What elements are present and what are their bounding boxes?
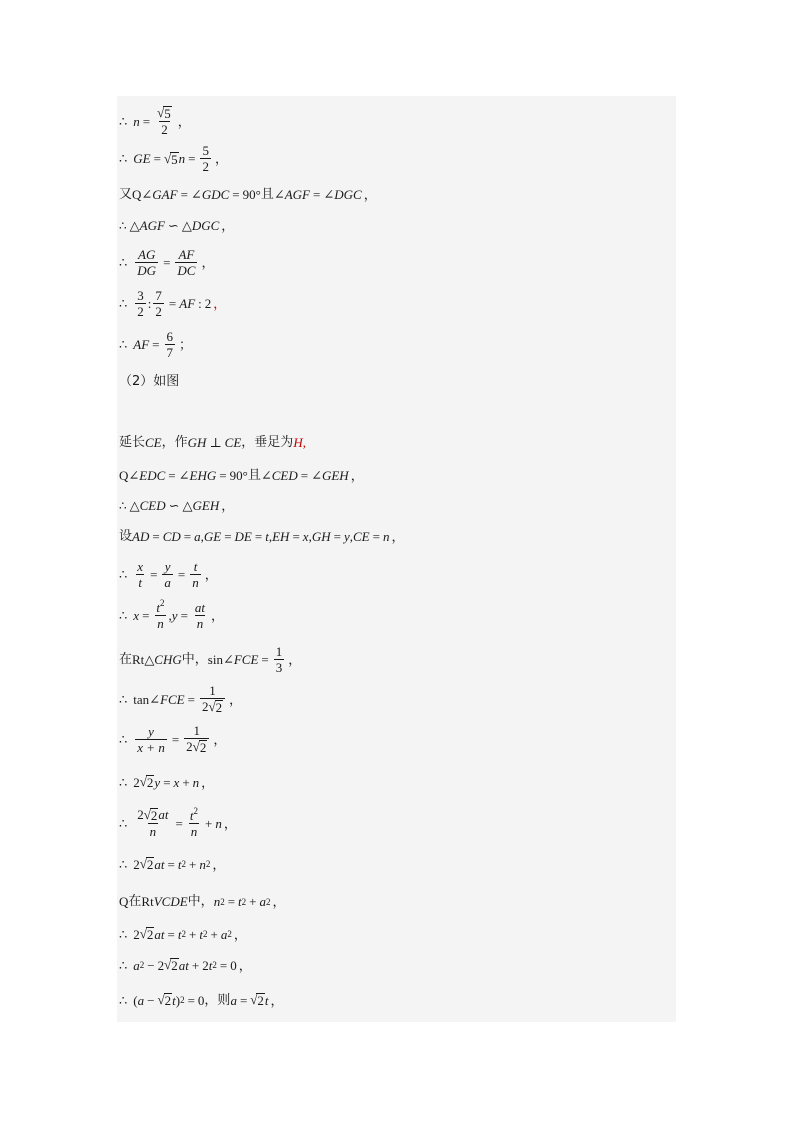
denominator: x + n	[137, 739, 165, 755]
equals: =	[261, 652, 269, 667]
denominator: n	[192, 575, 199, 590]
comma: ，	[288, 652, 302, 667]
numerator: 1	[275, 644, 283, 659]
text-you: 又	[119, 187, 133, 202]
triangle-GEH: △GEH	[182, 498, 220, 513]
radicand: 2	[199, 740, 207, 755]
therefore-symbol: ∴	[119, 992, 128, 1008]
var-CE: CE	[145, 435, 162, 450]
var-GE: GE	[203, 529, 222, 544]
text-she: 设	[119, 529, 133, 544]
var-CE: CE	[224, 435, 242, 450]
equals: =	[153, 151, 161, 166]
triangle-AGF: △AGF	[129, 218, 165, 233]
therefore-symbol: ∴	[119, 113, 128, 129]
var-at: at	[154, 856, 165, 872]
text-qie: 且	[260, 187, 274, 202]
numerator: at	[194, 600, 206, 615]
plus: +	[191, 957, 200, 973]
line-6	[119, 289, 226, 318]
coefficient: 2	[133, 856, 140, 872]
comma: ，	[214, 151, 228, 166]
numerator: 6	[166, 329, 174, 344]
plus: +	[205, 815, 213, 831]
ninety-degrees: 90°	[229, 468, 248, 483]
fraction	[200, 144, 211, 173]
therefore-symbol: ∴	[119, 926, 128, 942]
var-t: t	[172, 992, 176, 1008]
therefore-symbol: ∴	[119, 731, 128, 747]
equals: =	[232, 187, 240, 202]
fraction: 1 2 √ 2	[200, 684, 225, 714]
line-10	[119, 469, 364, 482]
var-n: n	[199, 856, 206, 872]
tan-function: tan	[133, 691, 150, 707]
coefficient: 2	[186, 739, 193, 754]
plus: +	[249, 894, 257, 909]
numerator: y	[164, 559, 171, 574]
var-a: a	[133, 957, 140, 973]
line-11	[119, 499, 234, 512]
equals: =	[180, 187, 188, 202]
triangle-CHG: △CHG	[144, 652, 182, 667]
comma: ，	[391, 529, 405, 544]
angle-EDC: ∠EDC	[128, 468, 166, 483]
comma: ，	[223, 815, 237, 831]
comma: ，	[212, 856, 226, 872]
equals: =	[254, 529, 263, 544]
right-paren: )	[175, 992, 181, 1008]
text-zhong: 中	[187, 894, 201, 909]
comma: ，	[213, 731, 227, 747]
denominator: n	[190, 823, 198, 839]
rt-label: Rt	[141, 894, 154, 909]
var-at: at	[154, 926, 165, 942]
comma: ，	[363, 187, 377, 202]
fraction: 1 2 √ 2	[184, 724, 209, 754]
denominator: n	[157, 616, 164, 631]
numerator: 3	[137, 288, 144, 303]
comma: ，	[350, 468, 364, 483]
fraction	[165, 330, 176, 359]
triangle-DGC: △DGC	[181, 218, 220, 233]
comma: ,	[349, 529, 353, 544]
fraction	[175, 248, 197, 277]
angle-CED: ∠CED	[260, 468, 298, 483]
var-n: n	[133, 113, 140, 129]
equals: =	[152, 337, 160, 352]
radicand: 5	[164, 106, 171, 121]
therefore-symbol: ∴	[119, 567, 128, 582]
perpendicular-symbol: ⊥	[209, 435, 222, 450]
text-zai: 在	[128, 894, 142, 909]
fraction: √ 5 2	[157, 105, 171, 137]
radicand: 5	[171, 151, 178, 167]
coefficient: 2	[133, 774, 140, 790]
equals: =	[183, 529, 192, 544]
var-x: x	[133, 608, 140, 623]
angle-GEH: ∠GEH	[311, 468, 349, 483]
var-AF: AF	[133, 337, 150, 352]
var-t: t	[208, 957, 213, 973]
comma: ，	[201, 774, 215, 790]
radicand: 2	[146, 775, 154, 790]
sqrt: √ 5	[163, 150, 178, 167]
sqrt: √ 2	[139, 774, 154, 790]
comma: ,	[268, 529, 273, 544]
sin-function: sin	[207, 652, 223, 667]
line-20: ∴ 2 √ 2 at = t 2 + n 2 ，	[119, 856, 226, 872]
angle-EHG: ∠EHG	[178, 468, 217, 483]
fraction	[135, 289, 146, 318]
comma: ，	[272, 894, 286, 909]
line-22: ∴ 2 √ 2 at = t 2 + t 2 + a 2 ，	[119, 926, 247, 942]
var-x: x	[302, 529, 309, 544]
comma: ，	[200, 894, 214, 909]
comma: ，	[221, 218, 235, 233]
text-ze: ，则	[204, 992, 231, 1008]
var-H: H	[293, 435, 303, 450]
zero: 0	[230, 957, 237, 973]
text-chuizu: ，垂足为	[241, 435, 294, 450]
fraction: 2 √ 2 at n	[137, 807, 169, 839]
comma: ，	[177, 113, 191, 129]
equals: =	[163, 255, 171, 270]
denominator: 2	[137, 304, 144, 319]
therefore-symbol: ∴	[119, 608, 128, 623]
numerator: 5	[202, 143, 209, 158]
line-13	[119, 560, 218, 589]
numerator: 1	[193, 723, 200, 738]
var-a: a	[194, 529, 201, 544]
var-a: a	[137, 992, 145, 1008]
fraction	[193, 601, 207, 630]
radicand: 2	[164, 993, 172, 1008]
var-x: x	[173, 774, 180, 790]
fraction	[190, 560, 201, 589]
line-5	[119, 248, 214, 277]
comma: ,	[168, 608, 172, 623]
comma: ，	[201, 255, 215, 270]
line-9: 延长 CE ，作 GH ⊥ CE ，垂足为 H ,	[119, 435, 306, 450]
equals: =	[227, 894, 236, 909]
equals: =	[292, 529, 300, 544]
var-AF: AF	[179, 296, 196, 311]
plus: +	[189, 926, 197, 942]
part-2-heading: （2）如图	[119, 374, 180, 389]
radicand: 2	[150, 808, 158, 823]
var-t: t	[177, 856, 182, 872]
denominator: 2	[202, 159, 209, 174]
text-zai: 在	[119, 652, 133, 667]
var-GH: GH	[187, 435, 207, 450]
equals: =	[175, 815, 183, 831]
minus: −	[147, 992, 155, 1008]
var-t: t	[265, 529, 269, 544]
comma: ,	[200, 529, 204, 544]
var-a: a	[220, 926, 228, 942]
exponent: 2	[193, 805, 199, 816]
coefficient: 2	[157, 957, 165, 973]
denominator: 2	[161, 122, 168, 137]
radicand: 2	[146, 857, 154, 872]
var-EH: EH	[272, 529, 290, 544]
line-16	[119, 684, 242, 714]
line-17	[119, 724, 226, 754]
numerator: AG	[138, 247, 156, 262]
line-3	[119, 188, 377, 201]
therefore-symbol: ∴	[119, 691, 128, 707]
equals: =	[167, 926, 175, 942]
colon: :	[198, 296, 202, 311]
denominator: 2	[155, 304, 162, 319]
angle-FCE: ∠FCE	[222, 652, 259, 667]
var-y: y	[154, 774, 161, 790]
sqrt: √ 2	[139, 856, 154, 872]
ninety-degrees: 90°	[242, 187, 261, 202]
equals: =	[219, 957, 228, 973]
equals: =	[372, 529, 380, 544]
line-2	[119, 144, 228, 173]
line-23: ∴ a 2 − 2 √ 2 at + 2 t 2 = 0 ，	[119, 957, 252, 973]
similar-symbol: ∽	[168, 498, 180, 513]
comma: ，	[211, 608, 225, 623]
therefore-symbol: ∴	[119, 957, 128, 973]
denominator: n	[196, 616, 204, 631]
text-qie: 且	[247, 468, 261, 483]
var-a: a	[259, 894, 266, 909]
var-at: at	[178, 957, 189, 973]
equals: =	[219, 468, 227, 483]
comma: ，	[204, 567, 218, 582]
text-extend: 延长	[119, 435, 146, 450]
comma: ，	[229, 691, 243, 707]
sqrt: √ 2	[164, 957, 178, 973]
therefore-symbol: ∴	[119, 815, 128, 831]
radicand: 2	[171, 958, 178, 973]
sqrt: √ 2	[157, 992, 172, 1008]
equals: =	[188, 151, 196, 166]
comma: ，	[213, 296, 227, 311]
var-t: t	[199, 926, 203, 942]
solution-panel	[117, 96, 676, 1022]
numerator: y	[148, 723, 154, 739]
denominator: a	[164, 575, 171, 590]
line-8	[119, 375, 179, 388]
var-CE: CE	[352, 529, 370, 544]
denominator: t	[138, 575, 142, 590]
equals: =	[224, 529, 232, 544]
comma: ,	[308, 529, 312, 544]
equals: =	[168, 468, 176, 483]
equals: =	[177, 567, 186, 582]
coefficient: 2	[133, 926, 140, 942]
because-symbol: Q	[119, 468, 129, 483]
because-symbol: Q	[119, 894, 129, 909]
comma: ，	[238, 957, 252, 973]
line-4	[119, 219, 234, 232]
var-DE: DE	[234, 529, 252, 544]
equals: =	[152, 529, 160, 544]
number-2: 2	[204, 296, 212, 311]
angle-AGF: ∠AGF	[273, 187, 310, 202]
fraction	[135, 560, 145, 589]
denominator: DG	[137, 263, 157, 278]
radicand: 2	[146, 927, 154, 942]
denominator: DC	[177, 263, 196, 278]
plus: +	[182, 774, 190, 790]
var-t: t	[189, 807, 194, 823]
var-AD: AD	[132, 529, 150, 544]
sqrt: √ 2	[250, 992, 264, 1008]
equals: =	[142, 113, 151, 129]
coefficient: 2	[202, 957, 209, 973]
comma: ，	[233, 926, 247, 942]
equals: =	[300, 468, 309, 483]
equals: =	[168, 296, 177, 311]
var-n: n	[215, 815, 222, 831]
fraction	[135, 248, 158, 277]
var-at: at	[158, 807, 169, 822]
plus: +	[210, 926, 218, 942]
fraction	[153, 289, 164, 318]
therefore-symbol: ∴	[119, 856, 128, 872]
equals: =	[150, 567, 158, 582]
angle-DGC: ∠DGC	[323, 187, 362, 202]
var-n: n	[382, 529, 390, 544]
equals: =	[171, 731, 180, 747]
sqrt: √ 2	[139, 926, 154, 942]
var-t: t	[156, 600, 161, 615]
numerator: x	[137, 559, 144, 574]
angle-GDC: ∠GDC	[190, 187, 230, 202]
line-12	[119, 530, 404, 543]
equals: =	[163, 774, 171, 790]
line-24: ∴ ( a − √ 2 t ) 2 = 0 ，则 a = √ 2 t ，	[119, 992, 284, 1008]
equals: =	[187, 992, 195, 1008]
equals: =	[333, 529, 341, 544]
left-paren: (	[133, 992, 138, 1008]
coefficient: 2	[137, 807, 144, 822]
var-CD: CD	[162, 529, 181, 544]
var-y: y	[343, 529, 350, 544]
therefore-symbol: ∴	[119, 296, 128, 311]
text-zhong: 中	[181, 652, 195, 667]
line-18	[119, 775, 214, 789]
equals: =	[142, 608, 150, 623]
text-zuo: ，作	[161, 435, 188, 450]
fraction	[135, 725, 167, 754]
equals: =	[239, 992, 248, 1008]
comma: ，	[221, 498, 235, 513]
line-21: Q 在 Rt VCDE 中 ， n 2 = t 2 + a 2 ，	[119, 894, 286, 909]
because-symbol: Q	[132, 187, 142, 202]
exponent: 2	[160, 598, 165, 608]
minus: −	[147, 957, 155, 973]
rt-label: Rt	[132, 652, 145, 667]
denominator: n	[149, 824, 157, 839]
fraction	[154, 598, 166, 631]
zero: 0	[197, 992, 205, 1008]
var-n: n	[192, 774, 200, 790]
var-y: y	[171, 608, 178, 623]
radicand: 2	[215, 700, 223, 715]
line-14	[119, 598, 225, 631]
coefficient: 2	[201, 699, 209, 714]
line-19	[119, 805, 237, 839]
comma: ，	[194, 652, 208, 667]
var-n: n	[213, 894, 221, 909]
angle-GAF: ∠GAF	[141, 187, 178, 202]
comma: ，	[270, 992, 284, 1008]
numerator: 1	[209, 683, 216, 698]
equals: =	[180, 608, 188, 623]
denominator: 3	[275, 660, 283, 675]
numerator: t	[193, 559, 198, 574]
denominator: 7	[166, 345, 174, 360]
line-7	[119, 330, 192, 359]
equals: =	[313, 187, 321, 202]
therefore-symbol: ∴	[119, 151, 128, 166]
equals: =	[187, 691, 195, 707]
radicand: 2	[257, 993, 264, 1008]
var-t: t	[177, 926, 182, 942]
numerator: AF	[178, 247, 195, 262]
therefore-symbol: ∴	[119, 774, 128, 790]
var-a: a	[230, 992, 237, 1008]
var-t: t	[264, 992, 269, 1008]
fraction	[162, 560, 173, 589]
var-n: n	[178, 151, 186, 166]
triangle-CED: △CED	[129, 498, 166, 513]
var-GH: GH	[311, 529, 331, 544]
therefore-symbol: ∴	[119, 337, 128, 352]
var-t: t	[238, 894, 242, 909]
line-15	[119, 645, 301, 674]
line-1	[119, 106, 191, 136]
fraction	[188, 805, 200, 839]
equals: =	[167, 856, 175, 872]
similar-symbol: ∽	[167, 218, 179, 233]
semicolon: ；	[179, 337, 193, 352]
angle-FCE: ∠FCE	[149, 691, 185, 707]
therefore-symbol: ∴	[119, 255, 128, 270]
numerator: 7	[155, 288, 162, 303]
therefore-symbol: ∴	[119, 218, 126, 233]
therefore-symbol: ∴	[119, 498, 126, 513]
colon: :	[147, 296, 152, 311]
fraction	[274, 645, 285, 674]
plus: +	[189, 856, 197, 872]
var-GE: GE	[133, 151, 151, 166]
triangle-CDE: VCDE	[153, 894, 188, 909]
